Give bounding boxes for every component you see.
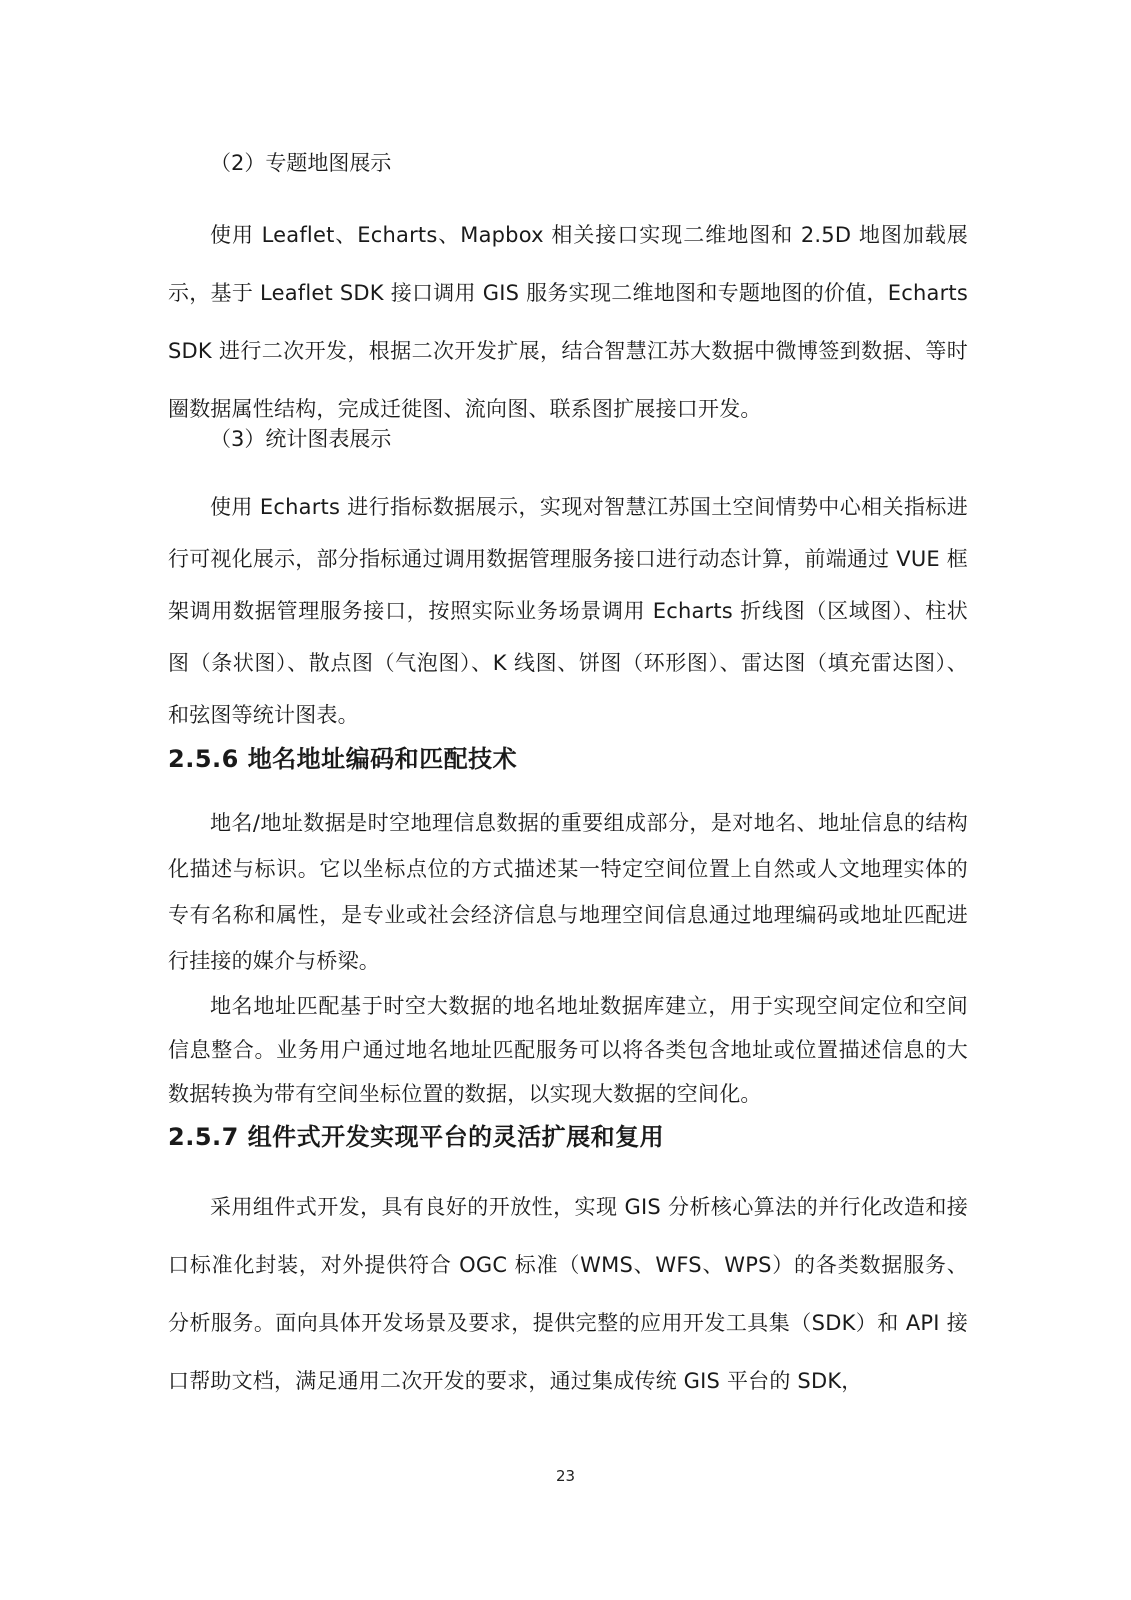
paragraph-geocoding-definition: 地名/地址数据是时空地理信息数据的重要组成部分，是对地名、地址信息的结构化描述与标识。它以坐标点位的方式描述某一特定空间位置上自然或人文地理实体的专有名称和属性，是专业或社会经济信息与地理空间信息通过地理编码或地址匹配进行挂接的媒介与桥梁。	[168, 811, 968, 973]
paragraph-thematic-map: 使用 Leaflet、Echarts、Mapbox 相关接口实现二维地图和 2.5D 地图加载展示，基于 Leaflet SDK 接口调用 GIS 服务实现二维地图和专题地图的价值，Echarts SDK 进行二次开发，根据二次开发扩展，结合智慧江苏大数据中微博签到数据、等时圈数据属性结构，完成迁徙图、流向图、联系图扩展接口开发。	[168, 223, 968, 421]
subsection-title-statistics-chart: （3）统计图表展示	[210, 427, 392, 451]
subsection-title-thematic-map: （2）专题地图展示	[210, 151, 392, 175]
paragraph-statistics-chart: 使用 Echarts 进行指标数据展示，实现对智慧江苏国土空间情势中心相关指标进行可视化展示，部分指标通过调用数据管理服务接口进行动态计算，前端通过 VUE 框架调用数据管理服务接口，按照实际业务场景调用 Echarts 折线图（区域图）、柱状图（条状图）、散点图（气泡图）、K 线图、饼图（环形图）、雷达图（填充雷达图）、和弦图等统计图表。	[168, 495, 968, 727]
paragraph-address-matching: 地名地址匹配基于时空大数据的地名地址数据库建立，用于实现空间定位和空间信息整合。业务用户通过地名地址匹配服务可以将各类包含地址或位置描述信息的大数据转换为带有空间坐标位置的数据，以实现大数据的空间化。	[168, 994, 968, 1106]
section-heading-2-5-6: 2.5.6 地名地址编码和匹配技术	[168, 745, 518, 773]
page-number: 23	[555, 1467, 576, 1485]
section-heading-2-5-7: 2.5.7 组件式开发实现平台的灵活扩展和复用	[168, 1123, 665, 1151]
paragraph-component-development: 采用组件式开发，具有良好的开放性，实现 GIS 分析核心算法的并行化改造和接口标准化封装，对外提供符合 OGC 标准（WMS、WFS、WPS）的各类数据服务、分析服务。面向具体开发场景及要求，提供完整的应用开发工具集（SDK）和 API 接口帮助文档，满足通用二次开发的要求，通过集成传统 GIS 平台的 SDK，	[168, 1195, 968, 1393]
